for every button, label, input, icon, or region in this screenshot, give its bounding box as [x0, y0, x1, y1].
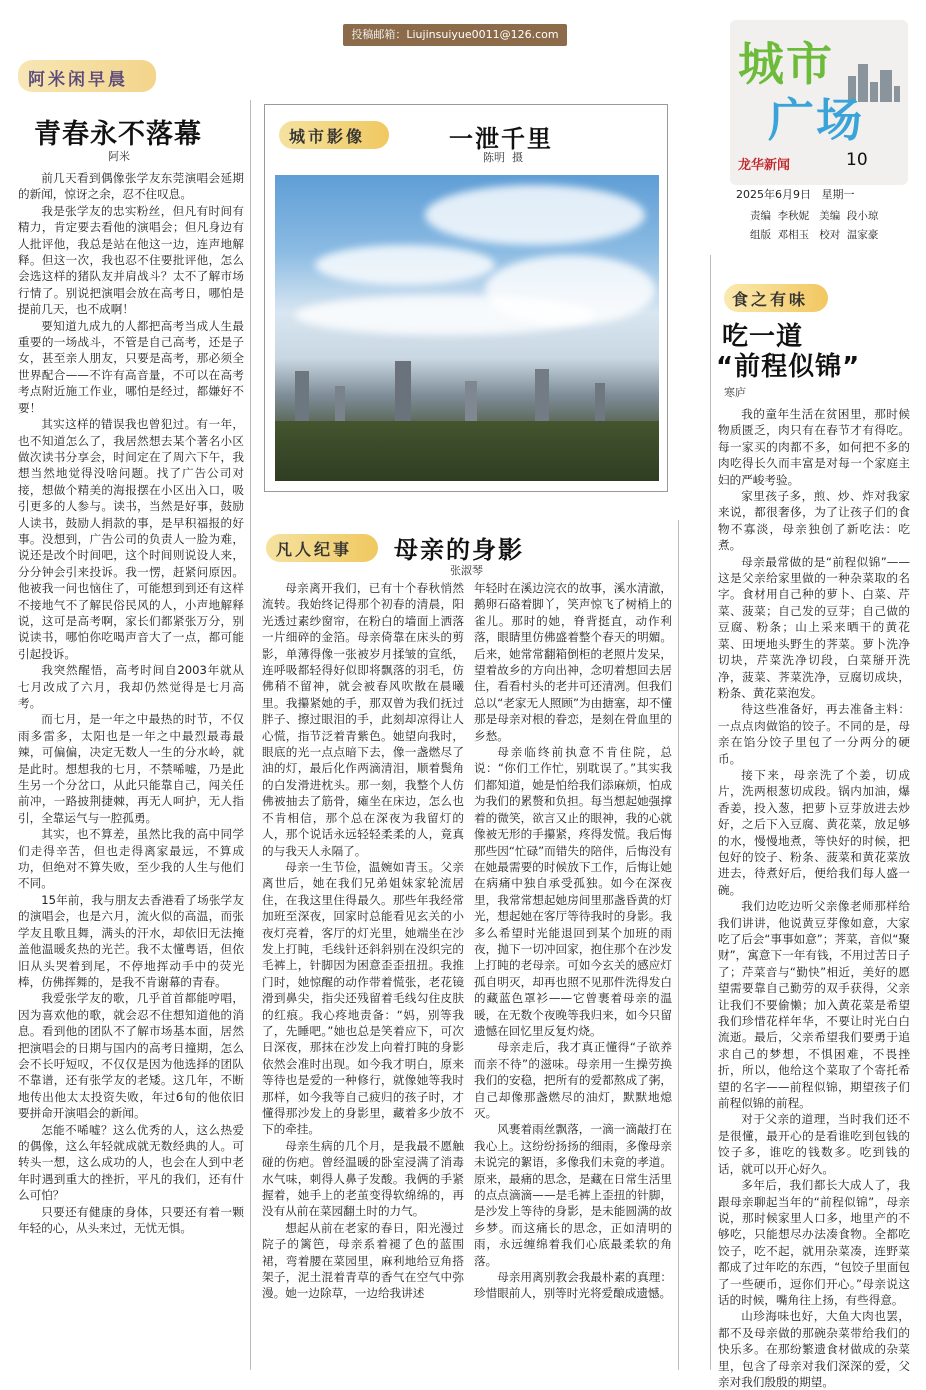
paper-name: 龙华新闻 [738, 158, 791, 173]
paragraph: 15年前，我与朋友去香港看了场张学友的演唱会，也是六月，流火似的高温，而张学友且歌且舞，满头的汗水，却依旧无法掩盖他温暖炙热的光芒。我不太懂粤语，但依旧从头哭着到尾，不停地挥动手中的荧光棒，仿佛挥舞的，是我不肯谢幕的青春。 [18, 892, 244, 989]
paragraph: 年轻时在溪边浣衣的故事，溪水清澈，鹅卵石硌着脚丫，笑声惊飞了树梢上的雀儿。那时的她，脊背挺直，动作利落，眼睛里仿佛盛着整个春天的明媚。后来，她常常翻箱倒柜的老照片发呆，望着故乡的方向出神，念叨着想回去居住，看看村头的老井可还清冽。但我们总以“老家无人照顾”为由搪塞，却不懂那是母亲对根的眷恋，是刻在骨血里的乡愁。 [474, 581, 672, 743]
paragraph: 其实这样的错误我也曾犯过。有一年，也不知道怎么了，我居然想去某个著名小区做次读书分享会，时间定在了周六下午，我想当然地觉得没啥问题。找了广告公司对接，想做个精美的海报摆在小区出入口，吸引更多的人参与。读书，当然是好事，鼓励人读书，鼓励人捐款的事，是早积福报的好事。没想到，广告公司的负责人一脸为难，说还是改个时间吧，这个时间则说设人来，分分钟会引来投诉。我一愣，赶紧问原因。他被我一问也恼住了，可能想到到还有这样不接地气不了解民俗民风的人，小声地解释说，这可是高考啊，家长们都紧张万分，别说读书，哪怕你吃喝声音大了一点，都可能引起投诉。 [18, 417, 244, 661]
food-article-title-line1: 吃一道 [722, 322, 804, 352]
food-article-body [718, 406, 910, 1389]
paragraph: 接下来，母亲洗了个姜，切成片，洗两根葱切成段。锅内加油，爆香姜，投入葱，把萝卜豆芽放进去炒好，之后下入豆腐、黄花菜，放足够的水，慢慢地煮，等快好的时候，把包好的饺子、粉条、菠菜和黄花菜放进去，待煮好后，便给我们每人盛一碗。 [718, 767, 910, 897]
photo-byline: 陈明 摄 [483, 151, 523, 164]
paragraph: 怎能不唏嘘？这么优秀的人，这么热爱的偶像，这么年轻就成就无数经典的人。可转头一想，这么成功的人，也会在人到中老年时遇到重大的挫折，平凡的我们，还有什么可怕？ [18, 1122, 244, 1203]
paragraph: 多年后，我们都长大成人了，我跟母亲聊起当年的“前程似锦”，母亲说，那时候家里人口多，地里产的不够吃，只能想尽办法凑食物。全都吃饺子，吃不起，就用杂菜凑，连野菜都成了过年吃的东西，“包饺子里面包了一些硬币，逗你们开心。”母亲说这话的时候，嘴角往上扬，有些得意。 [718, 1178, 910, 1307]
photo-title: 一泄千里 [449, 125, 553, 153]
city-skyline-photo [275, 175, 659, 481]
mother-article-col2 [474, 580, 672, 1366]
issue-date [736, 186, 855, 202]
weekday-text: 星期一 [821, 188, 855, 201]
submission-email-banner: 投稿邮箱：Liujinsuiyue0011@126.com [343, 24, 567, 46]
left-article-author: 阿米 [108, 150, 130, 163]
food-article-tag: 食之有味 [724, 284, 828, 312]
paragraph: 我突然醒悟，高考时间自2003年就从七月改成了六月，我却仍然觉得是七月高考。 [18, 663, 244, 710]
date-text: 2025年6月9日 [736, 188, 811, 201]
credits-line-2: 组版 邓相玉 校对 温家豪 [750, 229, 879, 241]
paragraph: 只要还有健康的身体，只要还有着一颗年轻的心，从头来过，无忧无惧。 [18, 1204, 244, 1235]
column-tag-left: 阿米闲早晨 [18, 60, 156, 92]
mother-article-title: 母亲的身影 [394, 536, 524, 564]
food-article-title-line2: “前程似锦” [716, 352, 861, 382]
paragraph: 前几天看到偶像张学友东莞演唱会延期的新闻，惊讶之余，忍不住叹息。 [18, 171, 244, 202]
paragraph: 而七月，是一年之中最热的时节，不仅雨多雷多，太阳也是一年之中最烈最毒最辣，可偏偏，决定无数人一生的分水岭，就是此时。想想我的七月，不禁唏嘘，乃是此生另一个分岔口，从此只能靠自己，闯关任前冲，一路披荆捷棘，再无人呵护，无人指引，全靠运气与一腔孤勇。 [18, 712, 244, 825]
paragraph: 母亲临终前执意不肯住院，总说：“你们工作忙，别耽误了。”其实我们都知道，她是怕给我们添麻烦，怕成为我们的累赘和负担。每当想起她强撑着的微笑，欲言又止的眼神，我的心就像被无形的手攥紧，疼得发慌。我后悔那些因“忙碌”而错失的陪伴，后悔没有在她最需要的时候放下工作，后悔让她在病痛中独自承受孤独。如今在深夜里，我常常想起她房间里那盏昏黄的灯光，想起她在客厅等待我时的身影。我多么希望时光能退回到某个加班的雨夜，抛下一切冲回家，抱住那个在沙发上打盹的老母亲。可如今玄关的感应灯孤自明灭，却再也照不见那件洗得发白的藏蓝色罩衫——它曾裹着母亲的温暖，在无数个夜晚等我归来，如今只留遗憾在回忆里反复灼烧。 [474, 745, 672, 1038]
mother-article-author: 张淑琴 [450, 564, 483, 577]
food-article-author: 寒庐 [724, 386, 746, 399]
photo-tag: 城市影像 [279, 121, 389, 149]
paragraph: 母亲最常做的是“前程似锦”——这是父亲给家里做的一种杂菜取的名字。食材用自己种的萝卜、白菜、芹菜、菠菜；自己发的豆芽；自己做的豆腐、粉条；山上采来晒干的黄花菜、田埂地头野生的荠菜。萝卜洗净切块，芹菜洗净切段，白菜掰开洗净，菠菜、荠菜洗净，豆腐切成块，粉条、黄花菜泡发。 [718, 554, 910, 700]
paragraph: 母亲用离别教会我最朴素的真理：珍惜眼前人，别等时光将爱酿成遗憾。 [474, 1270, 672, 1301]
paragraph: 想起从前在老家的春日，阳光漫过院子的篱笆，母亲系着褪了色的蓝围裙，弯着腰在菜园里，麻利地给豆角搭架子，泥土混着青草的香气在空气中弥漫。她一边除草，一边给我讲述 [262, 1220, 464, 1301]
section-masthead [730, 20, 908, 185]
paragraph: 待这些准备好，再去准备主料：一点点肉做馅的饺子。不同的是，母亲在馅分饺子里包了一分两分的硬币。 [718, 702, 910, 766]
paragraph: 山珍海味也好，大鱼大肉也罢，都不及母亲做的那碗杂菜带给我们的快乐多。在那纷繁遗食材做成的杂菜里，包含了母亲对我们深深的爱，父亲对我们殷殷的期望。 [718, 1309, 910, 1389]
paragraph: 家里孩子多，煎、炒、炸对我家来说，都很奢侈，为了让孩子们的食物不寡淡，母亲独创了新吃法：吃煮。 [718, 489, 910, 553]
paragraph: 我是张学友的忠实粉丝，但凡有时间有精力，肯定要去看他的演唱会；但凡身边有人批评他，我总是站在他这一边，连声地解释。但这一次，我也忍不住要批评他，怎么会选这样的猪队友并肩战斗？太不了解市场行情了。别说把演唱会放在高考日，哪怕是提前几天，也不成啊！ [18, 203, 244, 317]
mother-article-tag: 凡人纪事 [266, 534, 378, 562]
mother-article-col1 [262, 580, 464, 1366]
paragraph: 母亲生病的几个月，是我最不愿触碰的伤疤。曾经温暖的卧室浸满了消毒水气味，刺得人鼻子发酸。我俩的手紧握着，她手上的老茧变得软绵绵的，再没有从前在菜园翻土时的力气。 [262, 1138, 464, 1219]
photo-feature [264, 104, 668, 492]
left-article-title: 青春永不落幕 [34, 119, 202, 150]
paragraph: 要知道九成九的人都把高考当成人生最重要的一场战斗，不管是自己高考，还是子女，甚至亲人朋友，只要是高考，那必须全世界配合——不许有高音量，不可以在高考考点附近施工作业，哪怕是经过，都嫌好不要！ [18, 318, 244, 415]
paragraph: 我爱张学友的歌，几乎首首都能哼唱，因为喜欢他的歌，就会忍不住想知道他的消息。看到他的团队不了解市场基本面，居然把演唱会的日期与国内的高考日撞期，怎么会不长吁短叹，不仅仅是因为他选择的团队不靠谱，还有张学友的老矮。这几年，不断地传出他太太投资失败，年过6旬的他依旧要拼命开演唱会的新闻。 [18, 991, 244, 1121]
section-title: 城市 广场 [738, 37, 864, 147]
paragraph: 母亲一生节俭，温婉如青玉。父亲离世后，她在我们兄弟姐妹家轮流居住，在我这里住得最久。那些年我经常加班至深夜，回家时总能看见玄关的小夜灯亮着，客厅的灯光里，她端坐在沙发上打盹，毛线针还斜斜别在没织完的毛裤上，针脚因为困意歪歪扭扭。我推门时，她惊醒的动作带着慌张，老花镜滑到鼻尖，指尖还残留着毛线勾住皮肤的红痕。我心疼地责备：“妈，别等我了，先睡吧。”她也总是笑着应下，可次日深夜，那抹在沙发上向着打盹的身影依然会准时出现。如今我才明白，原来等待也是爱的一种修行，就像她等我时那样，如今我等自己疲归的孩子时，才懂得那沙发上的身影里，藏着多少放不下的牵挂。 [262, 859, 464, 1137]
paragraph: 风裹着雨丝飘落，一滴一滴敲打在我心上。这纷纷扬扬的细雨，多像母亲未说完的絮语，多像我们未竟的孝道。原来，最痛的思念，是藏在日常生活里的点点滴滴——是毛裤上歪扭的针脚，是沙发上等待的身影，是未能圆满的故乡梦。而这痛长的思念，正如清明的雨，永远缠绵着我们心底最柔软的角落。 [474, 1122, 672, 1268]
paragraph: 母亲离开我们，已有十个春秋悄然流转。我始终记得那个初春的清晨，阳光透过素纱窗帘，在粉白的墙面上洒落一片细碎的金箔。母亲倚靠在床头的剪影，单薄得像一张被岁月揉皱的宣纸，连呼吸都轻得好似即将飘落的羽毛，仿佛稍不留神，就会被春风吹散在晨曦里。我攥紧她的手，那双曾为我们抚过胖子、擦过眼泪的手，此刻却凉得让人心慌，指节泛着青紫色。她望向我时，眼底的光一点点暗下去，像一盏燃尽了油的灯，最后化作两滴清泪，顺着鬓角的白发滑进枕头。那一刻，我整个人仿佛被抽去了筋骨，瘫坐在床边，怎么也不肯相信，那个总在深夜为我留灯的人，那个说话永远轻轻柔柔的人，竟真的与我天人永隔了。 [262, 581, 464, 858]
paragraph: 我的童年生活在贫困里，那时候物质匮乏，肉只有在春节才有得吃。每一家买的肉都不多，如何把不多的肉吃得长久而丰富是对每一个家庭主妇的严峻考验。 [718, 407, 910, 487]
page-number: 10 [846, 150, 868, 170]
paragraph: 我们边吃边听父亲像老师那样给我们讲讲，他说黄豆芽像如意，大家吃了后会“事事如意”；荠菜，音似“聚财”，寓意下一年有钱，不用过苦日子了；芹菜音与“勤快”相近，美好的愿望需要靠自己勤劳的双手获得，父亲让我们不要偷懒；加入黄花菜是希望我们珍惜花样年华，不要让时光白白流逝。最后，父亲希望我们要勇于追求自己的梦想，不惧困难，不畏挫折，所以，他给这个菜取了个寄托希望的名字——前程似锦，期望孩子们前程似锦的前程。 [718, 899, 910, 1111]
paragraph: 母亲走后，我才真正懂得“子欲养而亲不待”的滋味。母亲用一生操劳换我们的安稳，把所有的爱都熬成了粥，自己却像那盏燃尽的油灯，默默地熄灭。 [474, 1040, 672, 1120]
paragraph: 其实，也不算差，虽然比我的高中同学们走得辛苦，但也走得离家最远，不算成功，但绝对不算失败，至少我的人生与他们不同。 [18, 827, 244, 891]
paragraph: 对于父亲的道理，当时我们还不是很懂，最开心的是看谁吃到包钱的饺子多，谁吃的钱数多。吃到钱的话，就可以开心好久。 [718, 1112, 910, 1176]
credits-line-1: 责编 李秋妮 美编 段小琼 [750, 210, 879, 222]
left-article-body [18, 170, 244, 1366]
